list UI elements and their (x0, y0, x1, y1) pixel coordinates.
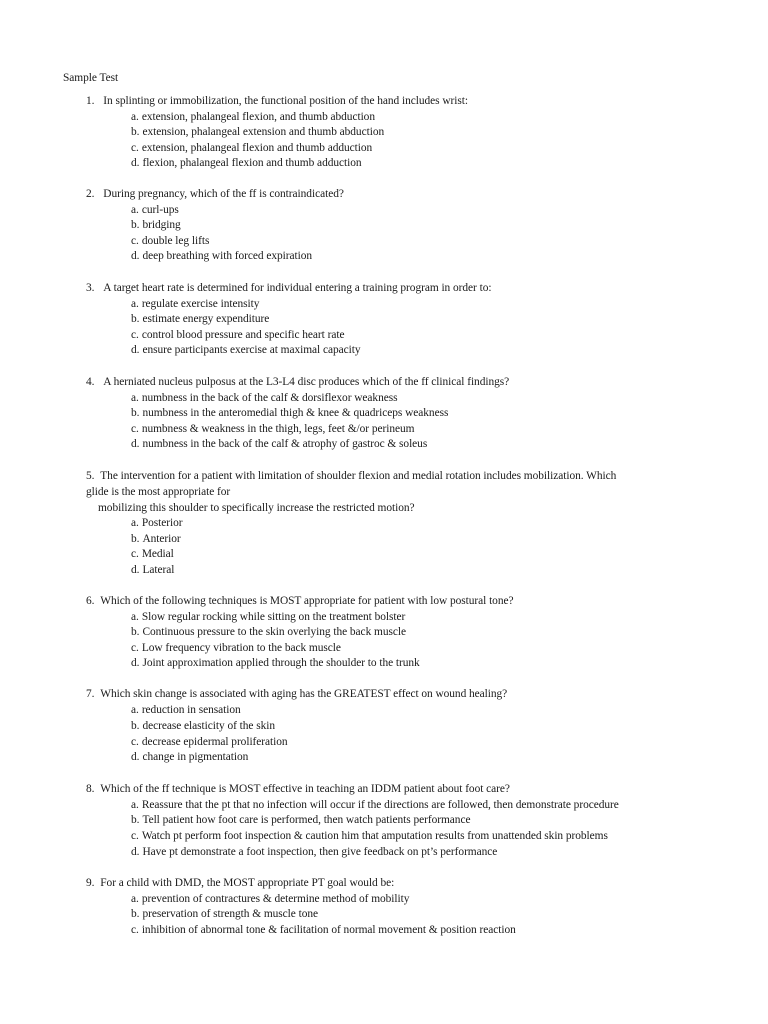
option: c. double leg lifts (131, 235, 210, 247)
option: a. regulate exercise intensity (131, 298, 260, 310)
question-text-continued: glide is the most appropriate for (86, 486, 231, 498)
option: a. reduction in sensation (131, 704, 241, 716)
question-text: The intervention for a patient with limitation of shoulder flexion and medial rotation includes mobilization. Which (100, 470, 617, 482)
question-number: 2. (86, 188, 95, 200)
option: d. deep breathing with forced expiration (131, 250, 313, 262)
option: a. Slow regular rocking while sitting on the treatment bolster (131, 611, 406, 623)
question-text: Which skin change is associated with aging has the GREATEST effect on wound healing? (100, 688, 508, 700)
option: b. extension, phalangeal extension and thumb abduction (131, 126, 385, 138)
question-number: 5. (86, 470, 95, 482)
option: a. numbness in the back of the calf & dorsiflexor weakness (131, 392, 398, 404)
option: b. estimate energy expenditure (131, 313, 270, 325)
question-number: 6. (86, 595, 95, 607)
option: d. Lateral (131, 564, 175, 576)
option: c. control blood pressure and specific heart rate (131, 329, 345, 341)
question-number: 7. (86, 688, 95, 700)
option: c. extension, phalangeal flexion and thumb adduction (131, 142, 373, 154)
question-text: A target heart rate is determined for individual entering a training program in order to: (103, 282, 492, 294)
question-number: 4. (86, 376, 95, 388)
option: c. Medial (131, 548, 174, 560)
option: c. inhibition of abnormal tone & facilitation of normal movement & position reaction (131, 924, 516, 936)
option: b. Continuous pressure to the skin overlying the back muscle (131, 626, 406, 638)
question-number: 3. (86, 282, 95, 294)
option: b. numbness in the anteromedial thigh & knee & quadriceps weakness (131, 407, 449, 419)
option: d. Joint approximation applied through the shoulder to the trunk (131, 657, 420, 669)
question-text: For a child with DMD, the MOST appropriate PT goal would be: (100, 877, 395, 889)
question-number: 9. (86, 877, 95, 889)
page-title: Sample Test (63, 72, 119, 84)
question-text: During pregnancy, which of the ff is contraindicated? (103, 188, 344, 200)
option: b. bridging (131, 219, 181, 231)
option: d. Have pt demonstrate a foot inspection, then give feedback on pt’s performance (131, 846, 498, 858)
option: a. curl-ups (131, 204, 179, 216)
question-number: 8. (86, 783, 95, 795)
option: a. extension, phalangeal flexion, and thumb abduction (131, 111, 375, 123)
option: d. numbness in the back of the calf & atrophy of gastroc & soleus (131, 438, 428, 450)
option: b. decrease elasticity of the skin (131, 720, 276, 732)
question-text: Which of the following techniques is MOST appropriate for patient with low postural tone? (100, 595, 514, 607)
option: b. preservation of strength & muscle tone (131, 908, 319, 920)
question-number: 1. (86, 95, 95, 107)
question-text: A herniated nucleus pulposus at the L3-L4 disc produces which of the ff clinical findings? (103, 376, 510, 388)
option: a. Posterior (131, 517, 183, 529)
option: d. ensure participants exercise at maximal capacity (131, 344, 361, 356)
option: b. Anterior (131, 533, 181, 545)
option: c. Low frequency vibration to the back muscle (131, 642, 341, 654)
option: d. change in pigmentation (131, 751, 249, 763)
option: b. Tell patient how foot care is performed, then watch patients performance (131, 814, 471, 826)
option: c. Watch pt perform foot inspection & caution him that amputation results from unattended skin problems (131, 830, 608, 842)
option: a. prevention of contractures & determine method of mobility (131, 893, 410, 905)
option: a. Reassure that the pt that no infection will occur if the directions are followed, then demonstrate procedure (131, 799, 619, 811)
option: c. numbness & weakness in the thigh, legs, feet &/or perineum (131, 423, 415, 435)
question-text-continued: mobilizing this shoulder to specifically increase the restricted motion? (98, 502, 415, 514)
option: d. flexion, phalangeal flexion and thumb adduction (131, 157, 362, 169)
question-text: Which of the ff technique is MOST effective in teaching an IDDM patient about foot care? (100, 783, 510, 795)
option: c. decrease epidermal proliferation (131, 736, 288, 748)
question-text: In splinting or immobilization, the functional position of the hand includes wrist: (103, 95, 468, 107)
